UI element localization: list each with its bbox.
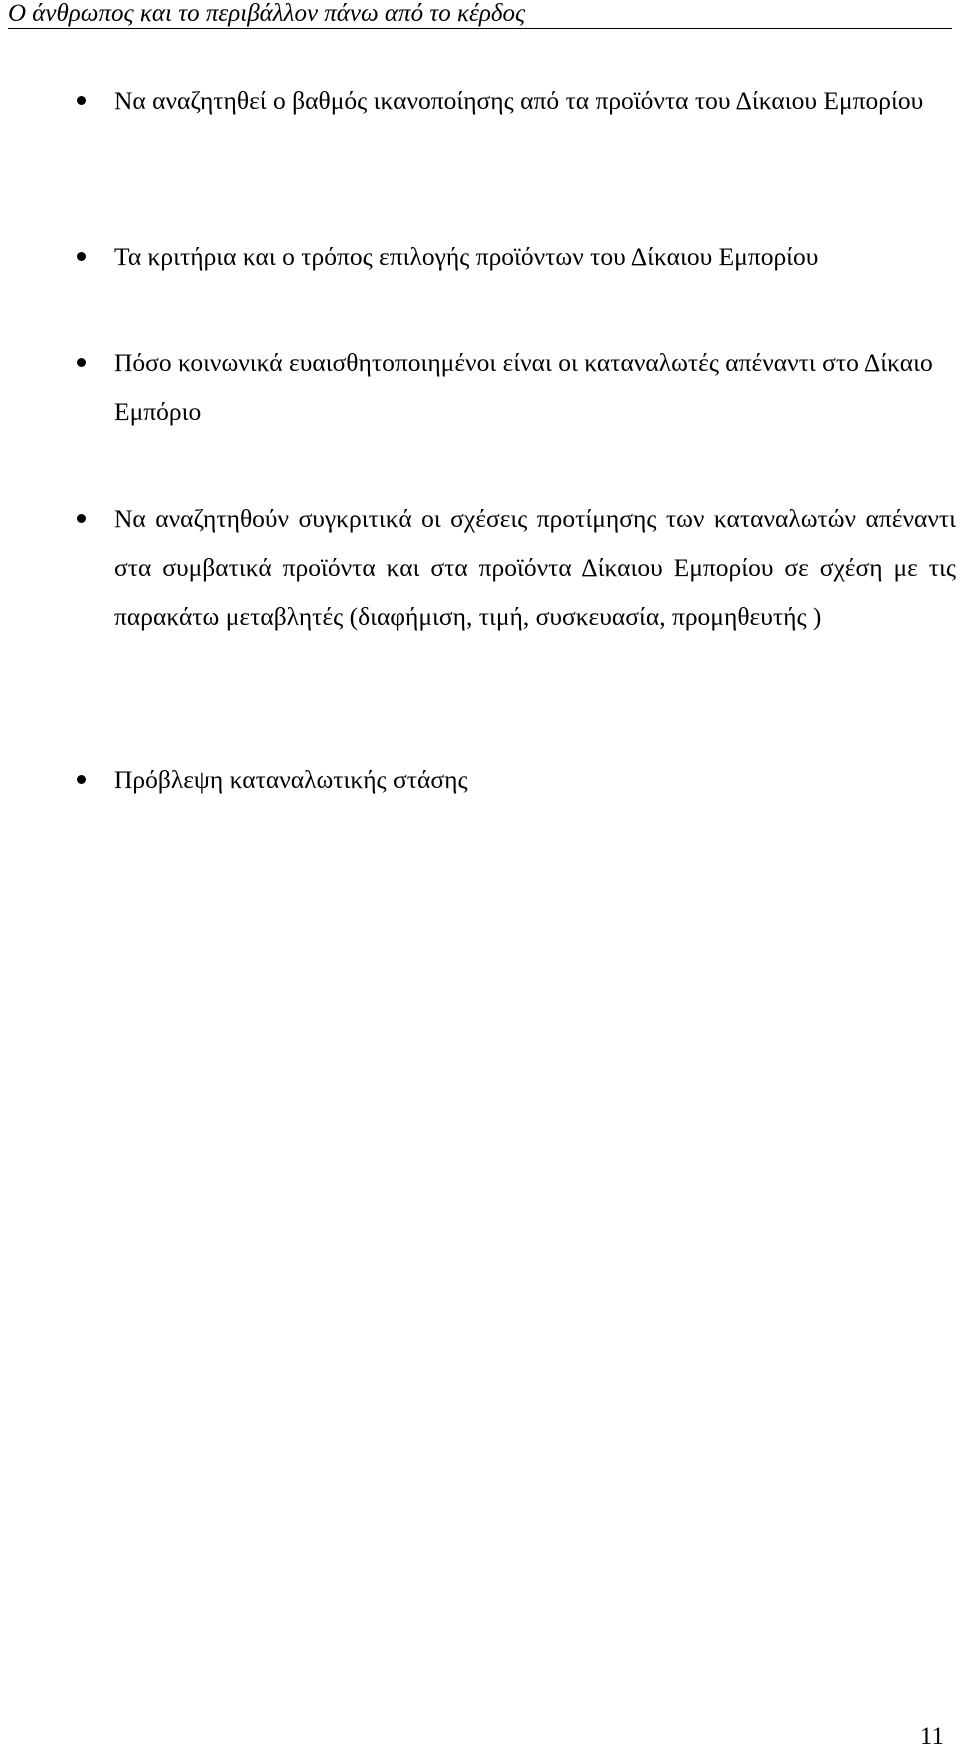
bullet-text: Να αναζητηθούν συγκριτικά οι σχέσεις προτίμησης των καταναλωτών απέναντι στα συμβατικά προϊόντα και στα προϊόντα Δίκαιου Εμπορίου σε σχέση με τις παρακάτω μεταβλητές (διαφήμιση, τιμή, συσκευασία, προμηθευτής ) [114, 504, 956, 631]
running-header-title: Ο άνθρωπος και το περιβάλλον πάνω από το κέρδος [8, 0, 526, 27]
bullet-dot-icon [77, 252, 86, 261]
bullet-text: Πόσο κοινωνικά ευαισθητοποιημένοι είναι οι καταναλωτές απέναντι στο Δίκαιο Εμπόριο [114, 348, 933, 426]
bullet-item-preferences [114, 494, 956, 641]
bullet-dot-icon [77, 775, 86, 784]
bullet-dot-icon [77, 358, 86, 367]
bullet-item-criteria [114, 232, 956, 281]
bullet-text: Πρόβλεψη καταναλωτικής στάσης [114, 765, 468, 794]
page-number: 11 [919, 1723, 944, 1750]
bullet-text: Τα κριτήρια και ο τρόπος επιλογής προϊόντων του Δίκαιου Εμπορίου [114, 242, 819, 271]
bullet-text: Να αναζητηθεί ο βαθμός ικανοποίησης από τα προϊόντα του Δίκαιου Εμπορίου [114, 86, 924, 115]
bullet-item-satisfaction [114, 76, 956, 125]
bullet-dot-icon [77, 514, 86, 523]
running-header [8, 0, 952, 29]
bullet-item-prediction [114, 755, 956, 804]
bullet-item-awareness [114, 338, 956, 436]
bullet-dot-icon [77, 96, 86, 105]
